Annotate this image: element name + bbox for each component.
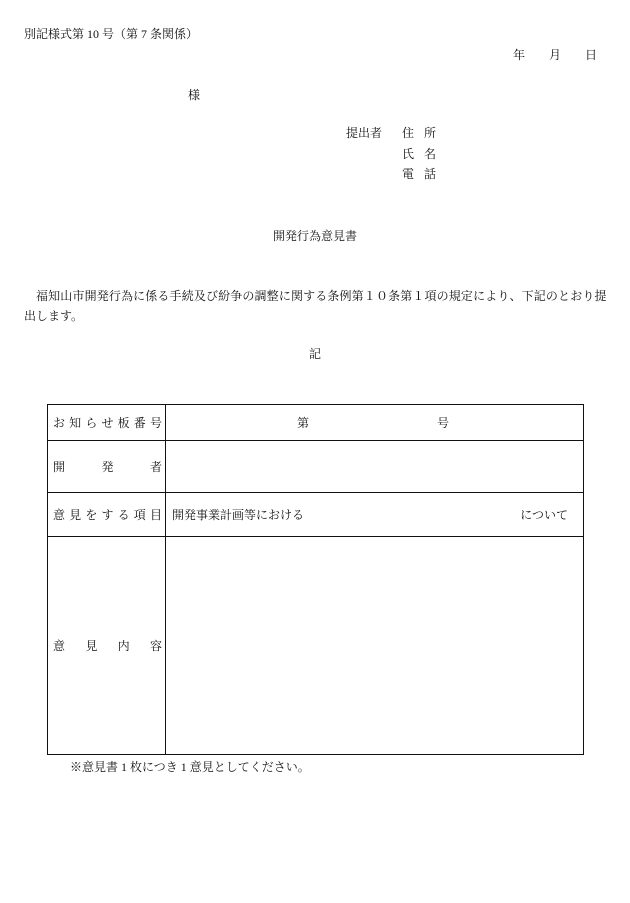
char: 者 [149, 459, 162, 474]
char: の [545, 289, 558, 303]
char: 電 [402, 167, 415, 181]
char: 意 [53, 507, 66, 522]
char: る [157, 289, 170, 303]
char: 続 [181, 289, 194, 303]
document-title: 開発行為意見書 [272, 229, 357, 243]
developer-label-cell [48, 441, 165, 492]
opinion-item-prefix: 開発事業計画等における [172, 507, 305, 522]
char: 所 [423, 126, 436, 140]
notice-board-number-label [53, 416, 162, 430]
opinion-item-value-cell [165, 493, 583, 536]
char: 条 [388, 289, 401, 303]
char: 係 [145, 289, 158, 303]
opinion-content-value-cell [165, 537, 583, 755]
char: 意 [53, 639, 66, 653]
char: 見 [85, 639, 98, 653]
submitter-address-label [402, 126, 436, 140]
notice-board-number-value-cell [165, 405, 583, 440]
char: 手 [169, 289, 182, 303]
char: 及 [193, 289, 206, 303]
char: お [570, 289, 583, 303]
char: 第 [400, 289, 413, 303]
char: 提 [594, 289, 607, 303]
char: 話 [423, 167, 436, 181]
form-number-heading: 別記様式第 10 号（第 7 条関係） [24, 27, 199, 41]
char: 名 [423, 147, 436, 161]
char: る [315, 289, 328, 303]
char: １ [412, 289, 425, 303]
char: 関 [290, 289, 303, 303]
char: 開 [84, 289, 97, 303]
char: 氏 [402, 147, 415, 161]
char: び [205, 289, 218, 303]
table-row [48, 536, 583, 755]
char: 知 [48, 289, 61, 303]
char: 規 [448, 289, 461, 303]
opinion-content-label-cell [48, 537, 165, 755]
char: と [558, 289, 571, 303]
char: 定 [460, 289, 473, 303]
char: 項 [424, 289, 437, 303]
char: 市 [72, 289, 85, 303]
char: 紛 [218, 289, 231, 303]
char: 目 [149, 507, 162, 522]
number-prefix: 第 [297, 415, 310, 430]
developer-value-cell [165, 441, 583, 492]
char: ０ [375, 289, 388, 303]
char: 容 [149, 639, 162, 653]
char: 知 [69, 415, 82, 430]
opinion-item-label-cell [48, 493, 165, 536]
number-suffix: 号 [437, 415, 450, 430]
char: 、 [509, 289, 522, 303]
char: 発 [101, 459, 114, 474]
char: り [497, 289, 510, 303]
table-row [48, 440, 583, 492]
notice-board-number-label-cell [48, 405, 165, 440]
char: に [473, 289, 486, 303]
ki-heading: 記 [308, 347, 321, 361]
char: お [53, 415, 66, 430]
char: 号 [149, 415, 162, 430]
char: よ [485, 289, 498, 303]
char: 下 [521, 289, 534, 303]
char: り [582, 289, 595, 303]
char: 見 [69, 507, 82, 522]
char: す [303, 289, 316, 303]
char: に [133, 289, 146, 303]
date-year-label: 年 [513, 48, 526, 62]
char: 福 [36, 289, 49, 303]
date-month-label: 月 [549, 48, 562, 62]
char: を [85, 507, 98, 522]
char: 住 [402, 126, 415, 140]
char: 番 [133, 415, 146, 430]
opinion-item-label [53, 508, 162, 522]
footnote: ※意見書 1 枚につき 1 意見としてください。 [70, 760, 310, 774]
opinion-item-suffix: について [520, 507, 568, 522]
char: 争 [230, 289, 243, 303]
table-row [48, 405, 583, 440]
char: 為 [120, 289, 133, 303]
body-line-2: 出します。 [24, 309, 84, 323]
date-day-label: 日 [585, 48, 598, 62]
developer-label [53, 460, 162, 474]
body-line-1 [36, 289, 607, 303]
char: 整 [266, 289, 279, 303]
char: 発 [96, 289, 109, 303]
submitter-phone-label [402, 167, 436, 181]
char: 例 [339, 289, 352, 303]
opinion-table [47, 404, 584, 755]
char: の [242, 289, 255, 303]
char: 条 [327, 289, 340, 303]
char: 第 [351, 289, 364, 303]
submitter-label: 提出者 [346, 126, 383, 140]
submitter-name-label [402, 147, 436, 161]
char: る [117, 507, 130, 522]
char: 内 [117, 639, 130, 653]
char: 項 [133, 507, 146, 522]
char: 板 [117, 415, 130, 430]
char: 行 [108, 289, 121, 303]
char: せ [101, 415, 114, 430]
opinion-content-label [53, 639, 162, 653]
char: １ [363, 289, 376, 303]
char: に [278, 289, 291, 303]
char: 調 [254, 289, 267, 303]
char: 山 [60, 289, 73, 303]
char: ら [85, 415, 98, 430]
char: す [101, 507, 114, 522]
char: 開 [53, 459, 66, 474]
addressee-honorific: 様 [188, 88, 201, 102]
table-row [48, 492, 583, 536]
char: の [436, 289, 449, 303]
char: 記 [533, 289, 546, 303]
